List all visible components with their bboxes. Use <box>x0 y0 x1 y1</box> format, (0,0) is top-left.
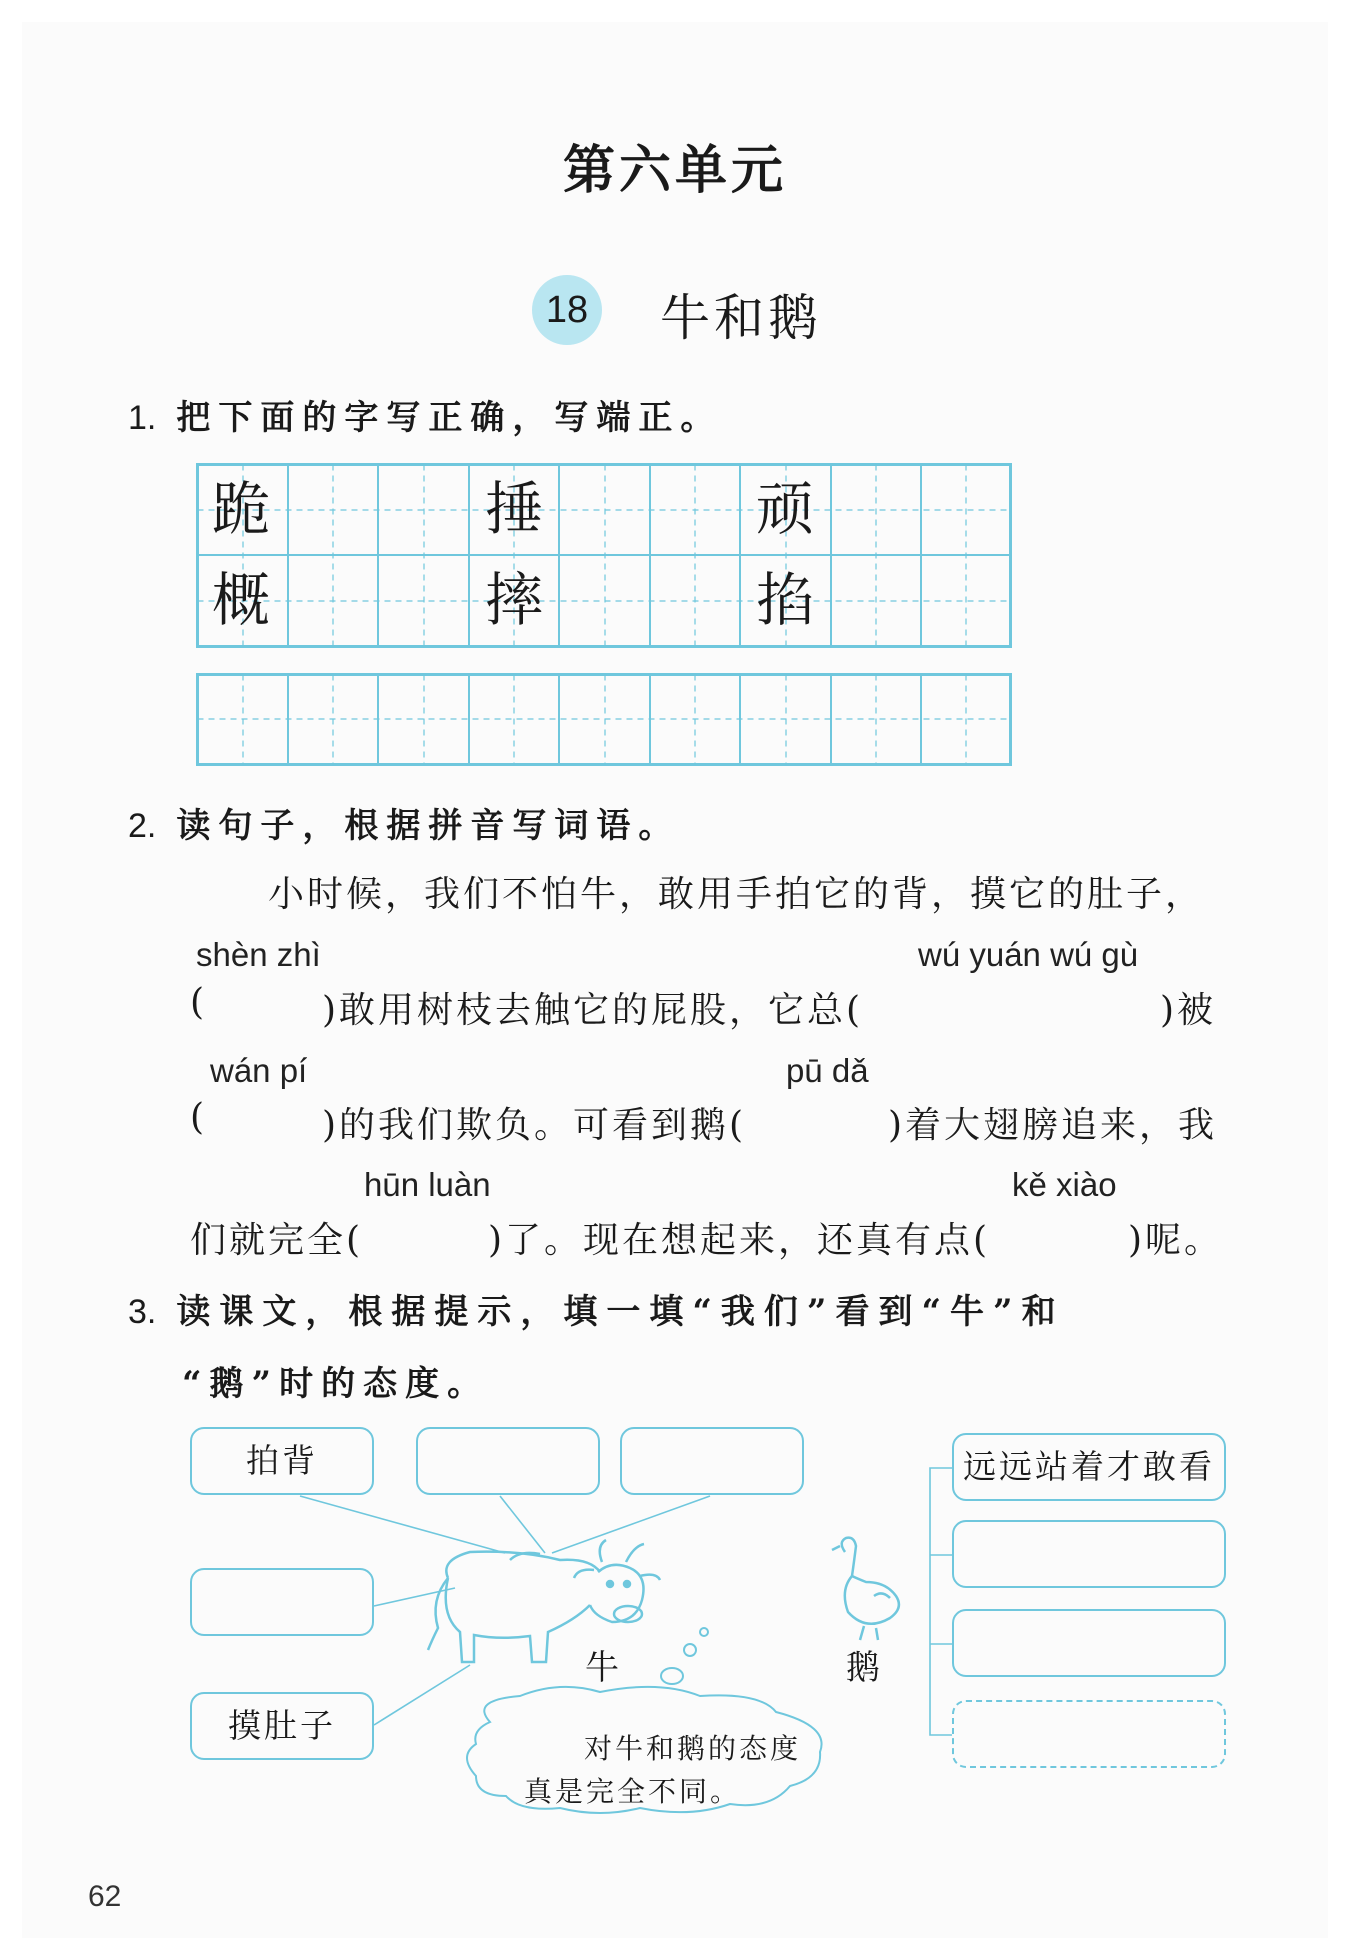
goose-box-blank-1[interactable] <box>952 1520 1226 1588</box>
cow-label: 牛 <box>585 1648 619 1688</box>
lesson-title: 牛和鹅 <box>660 289 822 347</box>
sentence-line-3-a: ( <box>190 1097 208 1138</box>
sentence-line-4-b: )了。现在想起来，还真有点( <box>488 1220 991 1261</box>
unit-title: 第六单元 <box>562 140 787 201</box>
question-2 <box>128 798 680 847</box>
lesson-number-badge: 18 <box>532 275 602 345</box>
sentence-line-4-c: )呢。 <box>1128 1220 1224 1261</box>
question-3 <box>128 1284 1065 1333</box>
sentence-line-3-c: )着大翅膀追来，我 <box>888 1105 1218 1146</box>
goose-box-stand-far: 远远站着才敢看 <box>952 1433 1226 1501</box>
writing-grid-practice <box>196 463 1016 649</box>
question-3-text-line-1: 读课文，根据提示，填一填“我们”看到“牛”和 <box>176 1292 1065 1332</box>
sentence-line-4-a: 们就完全( <box>190 1220 364 1261</box>
pinyin-wuyuanwugu: wú yuán wú gù <box>918 936 1139 973</box>
question-3-text-line-2: “鹅”时的态度。 <box>182 1364 490 1404</box>
cow-box-blank-3[interactable] <box>190 1568 374 1636</box>
sentence-line-2-b: )敢用树枝去触它的屁股，它总( <box>322 990 864 1031</box>
pinyin-puda: pū dǎ <box>786 1052 869 1089</box>
pinyin-shenzhi: shèn zhì <box>196 936 321 973</box>
goose-box-blank-2[interactable] <box>952 1609 1226 1677</box>
question-1 <box>128 390 722 439</box>
goose-label: 鹅 <box>846 1648 880 1688</box>
cow-box-pat-back: 拍背 <box>190 1427 374 1495</box>
question-3-number: 3. <box>128 1293 157 1331</box>
grid-char-2: 捶 <box>484 475 543 543</box>
goose-illustration <box>832 1538 899 1640</box>
grid-char-6: 掐 <box>755 566 814 634</box>
sentence-line-2-a: ( <box>190 982 208 1023</box>
sentence-line-3-b: )的我们欺负。可看到鹅( <box>322 1105 747 1146</box>
cow-box-blank-2[interactable] <box>620 1427 804 1495</box>
cow-box-touch-belly: 摸肚子 <box>190 1692 374 1760</box>
grid-char-4: 概 <box>211 566 270 634</box>
question-2-number: 2. <box>128 807 157 845</box>
sentence-line-1: 小时候，我们不怕牛，敢用手拍它的背，摸它的肚子， <box>268 874 1205 915</box>
cow-illustration <box>428 1540 660 1662</box>
writing-grid-blank[interactable] <box>196 673 1016 767</box>
grid-char-1: 跪 <box>211 475 270 543</box>
pinyin-hunluan: hūn luàn <box>364 1166 491 1203</box>
cow-box-blank-1[interactable] <box>416 1427 600 1495</box>
bubble-text-line-1: 对牛和鹅的态度 <box>584 1732 802 1765</box>
grid-char-5: 摔 <box>484 566 543 634</box>
pinyin-wanpi: wán pí <box>210 1052 308 1089</box>
grid-char-3: 顽 <box>755 475 814 543</box>
pinyin-kexiao: kě xiào <box>1012 1166 1117 1203</box>
question-1-number: 1. <box>128 399 157 437</box>
sentence-line-2-c: )被 <box>1160 990 1217 1031</box>
question-2-text: 读句子，根据拼音写词语。 <box>176 806 681 846</box>
bubble-text-line-2: 真是完全不同。 <box>524 1775 742 1808</box>
page-number: 62 <box>88 1880 122 1913</box>
question-1-text: 把下面的字写正确，写端正。 <box>176 398 723 438</box>
goose-box-blank-3[interactable] <box>952 1700 1226 1768</box>
